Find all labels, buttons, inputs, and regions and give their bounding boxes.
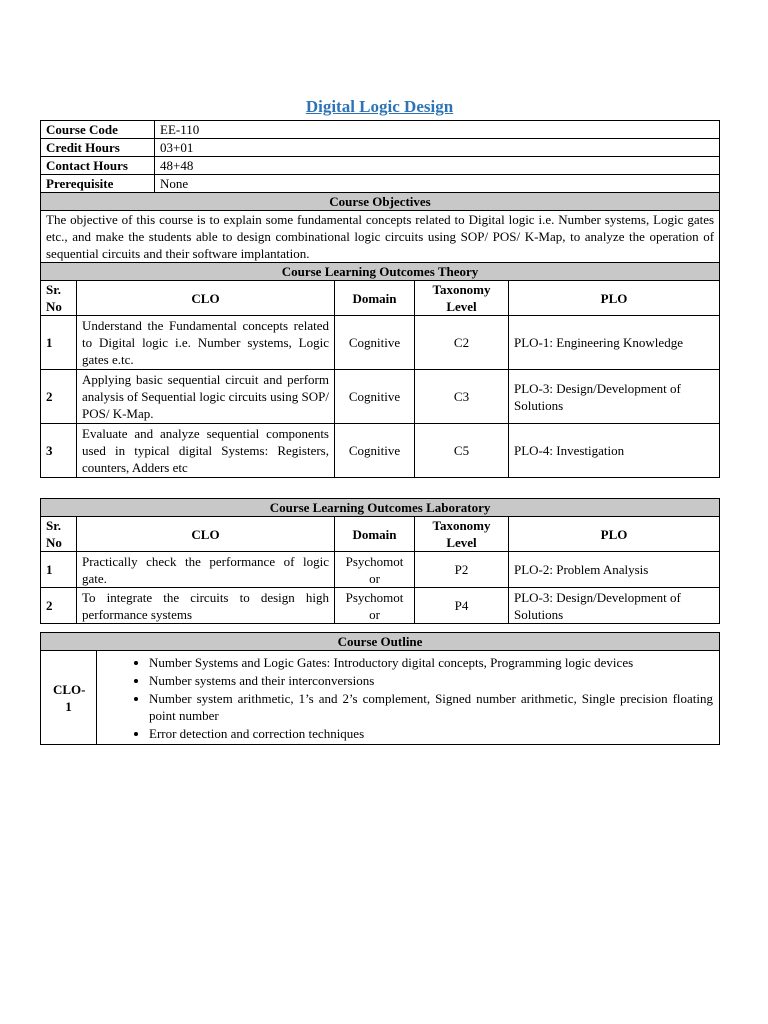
- row-plo: PLO-4: Investigation: [509, 424, 720, 478]
- col-domain: Domain: [335, 281, 415, 316]
- table-row: [41, 424, 720, 478]
- row-clo: To integrate the circuits to design high performance systems: [77, 588, 335, 624]
- course-outline-heading: Course Outline: [41, 633, 720, 651]
- col-taxonomy-level: Taxonomy Level: [415, 281, 509, 316]
- col-taxonomy-level: Taxonomy Level: [415, 517, 509, 552]
- info-label: Credit Hours: [41, 139, 155, 157]
- row-level: P4: [415, 588, 509, 624]
- row-domain: Psychomot or: [335, 552, 415, 588]
- clo-lab-header-row: [41, 517, 720, 552]
- info-label: Prerequisite: [41, 175, 155, 193]
- table-row: [41, 588, 720, 624]
- info-row-contact-hours: [41, 157, 720, 175]
- course-objectives-heading: Course Objectives: [41, 193, 720, 211]
- clo-lab-heading: Course Learning Outcomes Laboratory: [41, 499, 720, 517]
- course-info-table: [40, 120, 720, 478]
- info-value: 48+48: [155, 157, 720, 175]
- row-domain: Cognitive: [335, 424, 415, 478]
- row-sr: 1: [41, 552, 77, 588]
- clo-theory-header-row: [41, 281, 720, 316]
- row-clo: Evaluate and analyze sequential components used in typical digital Systems: Registers, counters, Adders etc: [77, 424, 335, 478]
- row-level: C2: [415, 316, 509, 370]
- outline-clo-label: CLO-1: [41, 651, 97, 745]
- row-sr: 2: [41, 370, 77, 424]
- list-item: • Number Systems and Logic Gates: Introductory digital concepts, Programming logic devices: [149, 654, 713, 671]
- col-domain: Domain: [335, 517, 415, 552]
- clo-lab-table: [40, 498, 720, 624]
- outline-items-cell: [97, 651, 720, 745]
- row-clo: Understand the Fundamental concepts related to Digital logic i.e. Number systems, Logic gates e.tc.: [77, 316, 335, 370]
- row-sr: 2: [41, 588, 77, 624]
- row-plo: PLO-2: Problem Analysis: [509, 552, 720, 588]
- info-value: None: [155, 175, 720, 193]
- row-plo: PLO-3: Design/Development of Solutions: [509, 588, 720, 624]
- row-level: C5: [415, 424, 509, 478]
- info-value: EE-110: [155, 121, 720, 139]
- course-outline-table: [40, 632, 720, 745]
- info-label: Contact Hours: [41, 157, 155, 175]
- info-label: Course Code: [41, 121, 155, 139]
- col-sr-no: Sr. No: [41, 517, 77, 552]
- table-row: [41, 316, 720, 370]
- row-level: P2: [415, 552, 509, 588]
- info-row-credit-hours: [41, 139, 720, 157]
- clo-theory-heading: Course Learning Outcomes Theory: [41, 263, 720, 281]
- info-row-course-code: [41, 121, 720, 139]
- row-sr: 3: [41, 424, 77, 478]
- col-clo: CLO: [77, 281, 335, 316]
- outline-list: [97, 654, 713, 742]
- course-objectives-text: The objective of this course is to explain some fundamental concepts related to Digital logic i.e. Number systems, Logic gates etc., and make the students able to design combinational logic circuits using SOP/ POS/ K-Map, to analyze the operation of sequential circuits and their software implantation.: [41, 211, 720, 263]
- col-plo: PLO: [509, 517, 720, 552]
- col-sr-no: Sr. No: [41, 281, 77, 316]
- col-clo: CLO: [77, 517, 335, 552]
- table-row: [41, 552, 720, 588]
- info-row-prerequisite: [41, 175, 720, 193]
- row-domain: Cognitive: [335, 316, 415, 370]
- row-level: C3: [415, 370, 509, 424]
- document-title: Digital Logic Design: [305, 97, 454, 116]
- list-item: • Number systems and their interconversions: [149, 672, 713, 689]
- row-sr: 1: [41, 316, 77, 370]
- info-value: 03+01: [155, 139, 720, 157]
- list-item: • Error detection and correction techniques: [149, 725, 713, 742]
- row-plo: PLO-1: Engineering Knowledge: [509, 316, 720, 370]
- row-domain: Psychomot or: [335, 588, 415, 624]
- row-clo: Applying basic sequential circuit and perform analysis of Sequential logic circuits using SOP/ POS/ K-Map.: [77, 370, 335, 424]
- table-row: [41, 370, 720, 424]
- col-plo: PLO: [509, 281, 720, 316]
- row-domain: Cognitive: [335, 370, 415, 424]
- row-clo: Practically check the performance of logic gate.: [77, 552, 335, 588]
- list-item: • Number system arithmetic, 1’s and 2’s complement, Signed number arithmetic, Single precision floating point number: [149, 690, 713, 724]
- row-plo: PLO-3: Design/Development of Solutions: [509, 370, 720, 424]
